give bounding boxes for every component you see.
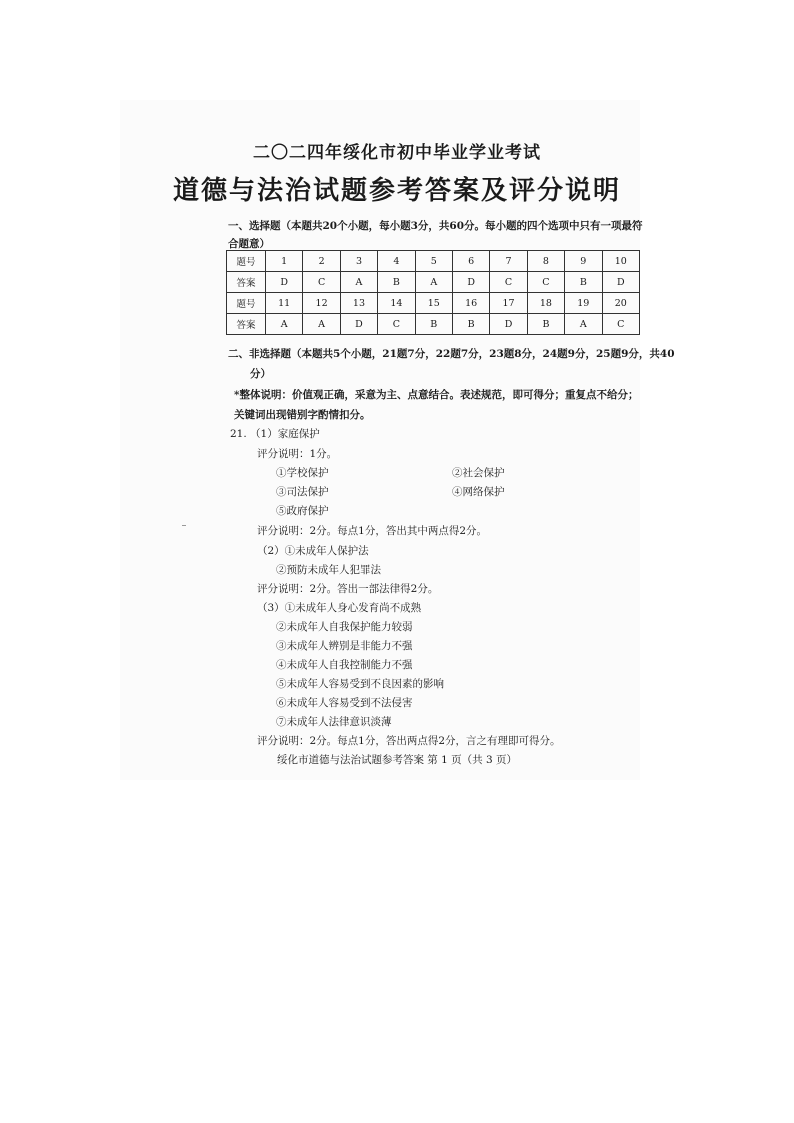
section2-heading: 二、非选择题（本题共5个小题，21题7分，22题7分，23题8分，24题9分，25题9分，共40: [228, 348, 675, 360]
answer-cell: A: [340, 272, 377, 293]
question-number: 3: [340, 251, 377, 272]
answer-cell: A: [303, 314, 340, 335]
question-number: 16: [452, 293, 489, 314]
q21-part3-item: ⑤未成年人容易受到不良因素的影响: [276, 678, 444, 690]
question-number: 5: [415, 251, 452, 272]
answer-cell: A: [415, 272, 452, 293]
answer-cell: C: [490, 272, 527, 293]
q21-part2-answer: （2）①未成年人保护法: [257, 545, 369, 557]
table-row: [227, 251, 640, 272]
q21-part3-scoring: 评分说明：2分。每点1分，答出两点得2分，言之有理即可得分。: [257, 735, 561, 747]
question-number: 7: [490, 251, 527, 272]
question-number: 14: [378, 293, 415, 314]
exam-title: 二〇二四年绥化市初中毕业学业考试: [253, 143, 541, 163]
answer-cell: A: [266, 314, 303, 335]
question-number: 10: [602, 251, 639, 272]
answer-cell: C: [303, 272, 340, 293]
question-number: 13: [340, 293, 377, 314]
answer-table: [226, 250, 640, 335]
q21-option: ②社会保护: [452, 467, 505, 479]
q21-part1-answer: 21. （1）家庭保护: [230, 428, 320, 440]
table-row: [227, 272, 640, 293]
row-label: 答案: [227, 272, 266, 293]
question-number: 12: [303, 293, 340, 314]
q21-part3-item: ⑥未成年人容易受到不法侵害: [276, 697, 413, 709]
answer-cell: D: [490, 314, 527, 335]
answer-cell: B: [378, 272, 415, 293]
q21-part3-item: ④未成年人自我控制能力不强: [276, 659, 413, 671]
q21-part2-answer-cont: ②预防未成年人犯罪法: [276, 564, 381, 576]
answer-cell: B: [452, 314, 489, 335]
answer-cell: D: [266, 272, 303, 293]
question-number: 6: [452, 251, 489, 272]
q21-option: ④网络保护: [452, 486, 505, 498]
answer-cell: C: [527, 272, 564, 293]
answer-cell: B: [527, 314, 564, 335]
question-number: 15: [415, 293, 452, 314]
row-label: 答案: [227, 314, 266, 335]
q21-part3-item: ⑦未成年人法律意识淡薄: [276, 716, 392, 728]
row-label: 题号: [227, 251, 266, 272]
section1-heading: 一、选择题（本题共20个小题，每小题3分，共60分。每小题的四个选项中只有一项最符: [228, 220, 643, 232]
answer-cell: B: [565, 272, 602, 293]
question-number: 8: [527, 251, 564, 272]
answer-cell: D: [602, 272, 639, 293]
question-number: 2: [303, 251, 340, 272]
answer-cell: B: [415, 314, 452, 335]
overall-note: *整体说明：价值观正确，采意为主、点意结合。表述规范，即可得分；重复点不给分；: [234, 389, 639, 401]
q21-part3-item: （3）①未成年人身心发育尚不成熟: [257, 602, 422, 614]
q21-part3-item: ②未成年人自我保护能力较弱: [276, 621, 413, 633]
question-number: 19: [565, 293, 602, 314]
answer-cell: C: [378, 314, 415, 335]
overall-note-cont: 关键词出现错别字酌情扣分。: [234, 409, 371, 421]
section1-heading-cont: 合题意）: [228, 238, 270, 250]
q21-options-scoring: 评分说明：2分。每点1分，答出其中两点得2分。: [257, 525, 488, 537]
document-title: 道德与法治试题参考答案及评分说明: [172, 176, 621, 206]
table-row: [227, 293, 640, 314]
answer-cell: D: [340, 314, 377, 335]
q21-part1-scoring: 评分说明：1分。: [257, 448, 338, 460]
scan-speck: [182, 525, 186, 526]
answer-cell: D: [452, 272, 489, 293]
q21-option: ①学校保护: [276, 467, 329, 479]
section2-heading-cont: 分）: [250, 368, 271, 380]
question-number: 11: [266, 293, 303, 314]
answer-cell: C: [602, 314, 639, 335]
q21-part2-scoring: 评分说明：2分。答出一部法律得2分。: [257, 583, 439, 595]
q21-option: ③司法保护: [276, 486, 329, 498]
question-number: 4: [378, 251, 415, 272]
question-number: 17: [490, 293, 527, 314]
question-number: 20: [602, 293, 639, 314]
table-row: [227, 314, 640, 335]
question-number: 1: [266, 251, 303, 272]
question-number: 9: [565, 251, 602, 272]
q21-option: ⑤政府保护: [276, 505, 329, 517]
page-footer: 绥化市道德与法治试题参考答案 第 1 页（共 3 页）: [276, 754, 518, 766]
q21-part3-item: ③未成年人辨别是非能力不强: [276, 640, 413, 652]
row-label: 题号: [227, 293, 266, 314]
answer-cell: A: [565, 314, 602, 335]
question-number: 18: [527, 293, 564, 314]
